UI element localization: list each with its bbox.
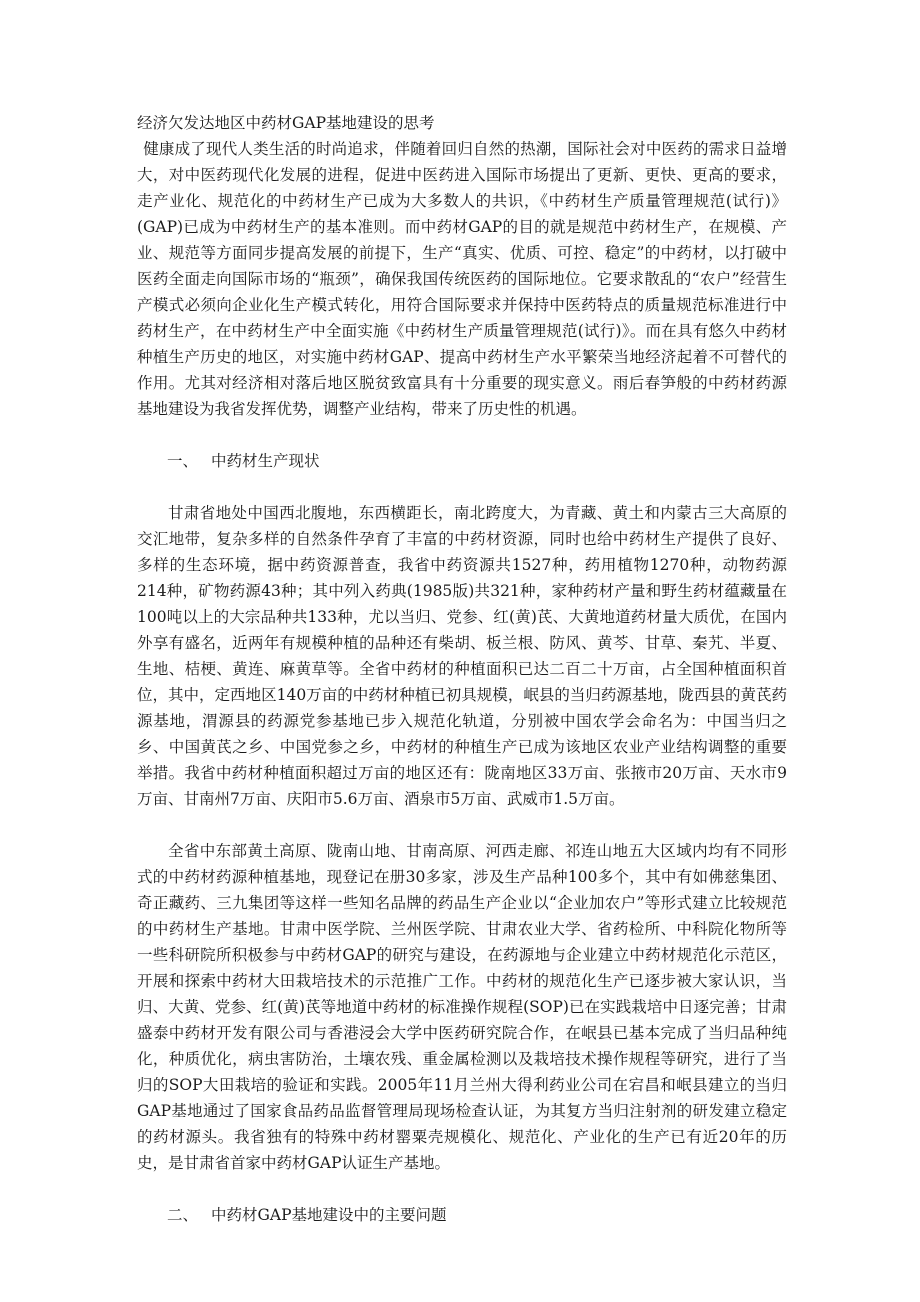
section-heading-2 bbox=[137, 1202, 787, 1228]
intro-paragraph: 健康成了现代人类生活的时尚追求，伴随着回归自然的热潮，国际社会对中医药的需求日益增大，对中医药现代化发展的进程，促进中医药进入国际市场提出了更新、更快、更高的要求，走产业化、规范化的中药材生产已成为大多数人的共识，《中药材生产质量管理规范(试行)》(GAP)已成为中药材生产的基本准则。而中药材GAP的目的就是规范中药材生产，在规模、产业、规范等方面同步提高发展的前提下，生产“真实、优质、可控、稳定”的中药材，以打破中医药全面走向国际市场的“瓶颈”，确保我国传统医药的国际地位。它要求散乱的“农户”经营生产模式必须向企业化生产模式转化，用符合国际要求并保持中医药特点的质量规范标准进行中药材生产，在中药材生产中全面实施《中药材生产质量管理规范(试行)》。而在具有悠久中药材种植生产历史的地区，对实施中药材GAP、提高中药材生产水平繁荣当地经济起着不可替代的作用。尤其对经济相对落后地区脱贫致富具有十分重要的现实意义。雨后春笋般的中药材药源基地建设为我省发挥优势，调整产业结构，带来了历史性的机遇。 bbox=[137, 140, 787, 418]
spacer bbox=[137, 474, 787, 500]
section-heading-1 bbox=[137, 448, 787, 474]
section-number-1: 一、 bbox=[167, 452, 199, 470]
spacer bbox=[137, 1176, 787, 1202]
section-title-2: 中药材GAP基地建设中的主要问题 bbox=[211, 1206, 447, 1224]
section-title-1: 中药材生产现状 bbox=[211, 452, 320, 470]
document-page bbox=[137, 110, 787, 1228]
document-title: 经济欠发达地区中药材GAP基地建设的思考 bbox=[137, 114, 435, 132]
section1-paragraph-2: 全省中东部黄土高原、陇南山地、甘南高原、河西走廊、祁连山地五大区域内均有不同形式的中药材药源种植基地，现登记在册30多家，涉及生产品种100多个，其中有如佛慈集团、奇正藏药、三九集团等这样一些知名品牌的药品生产企业以“企业加农户”等形式建立比较规范的中药材生产基地。甘肃中医学院、兰州医学院、甘肃农业大学、省药检所、中科院化物所等一些科研院所积极参与中药材GAP的研究与建设，在药源地与企业建立中药材规范化示范区，开展和探索中药材大田栽培技术的示范推广工作。中药材的规范化生产已逐步被大家认识，当归、大黄、党参、红(黄)芪等地道中药材的标准操作规程(SOP)已在实践栽培中日逐完善；甘肃盛泰中药材开发有限公司与香港浸会大学中医药研究院合作，在岷县已基本完成了当归品种纯化，种质优化，病虫害防治，土壤农残、重金属检测以及栽培技术操作规程等研究，进行了当归的SOP大田栽培的验证和实践。2005年11月兰州大得利药业公司在宕昌和岷县建立的当归GAP基地通过了国家食品药品监督管理局现场检查认证，为其复方当归注射剂的研发建立稳定的药材源头。我省独有的特殊中药材罂粟壳规模化、规范化、产业化的生产已有近20年的历史，是甘肃省首家中药材GAP认证生产基地。 bbox=[137, 842, 787, 1172]
section-number-2: 二、 bbox=[167, 1206, 199, 1224]
section1-paragraph-1: 甘肃省地处中国西北腹地，东西横距长，南北跨度大，为青藏、黄土和内蒙古三大高原的交汇地带，复杂多样的自然条件孕育了丰富的中药材资源，同时也给中药材生产提供了良好、多样的生态环境，据中药资源普查，我省中药资源共1527种，药用植物1270种，动物药源214种，矿物药源43种；其中列入药典(1985版)共321种，家种药材产量和野生药材蕴藏量在100吨以上的大宗品种共133种，尤以当归、党参、红(黄)芪、大黄地道药材量大质优，在国内外享有盛名，近两年有规模种植的品种还有柴胡、板兰根、防风、黄芩、甘草、秦艽、半夏、生地、桔梗、黄连、麻黄草等。全省中药材的种植面积已达二百二十万亩，占全国种植面积首位，其中，定西地区140万亩的中药材种植已初具规模，岷县的当归药源基地，陇西县的黄芪药源基地，渭源县的药源党参基地已步入规范化轨道，分别被中国农学会命名为：中国当归之乡、中国黄芪之乡、中国党参之乡，中药材的种植生产已成为该地区农业产业结构调整的重要举措。我省中药材种植面积超过万亩的地区还有：陇南地区33万亩、张掖市20万亩、天水市9万亩、甘南州7万亩、庆阳市5.6万亩、酒泉市5万亩、武威市1.5万亩。 bbox=[137, 504, 787, 808]
spacer bbox=[137, 812, 787, 838]
spacer bbox=[137, 422, 787, 448]
